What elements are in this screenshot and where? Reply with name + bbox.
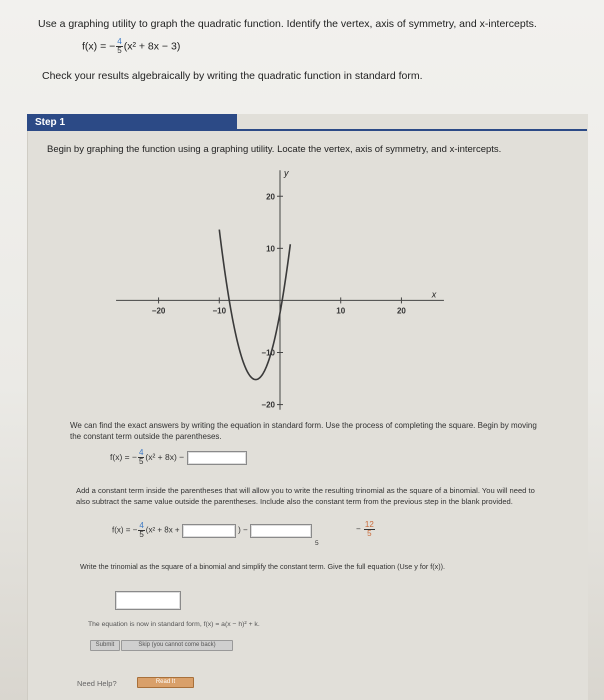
section1-fraction-den: 5 — [138, 457, 144, 466]
step-label: Step 1 — [27, 114, 237, 131]
section2-tail — [356, 521, 376, 538]
y-tick-label: 10 — [266, 244, 275, 254]
x-tick-label: −10 — [212, 306, 227, 316]
section2-text: Add a constant term inside the parentheses that will allow you to write the resulting trinomial as the square of a binomial. You will need to also subtract the same value outside the parentheses. Include also the constant term from the previous step in the blank provided. — [76, 486, 535, 506]
submit-button[interactable]: Submit — [90, 640, 120, 651]
section2-equation — [112, 522, 312, 539]
section2-minus: − — [356, 524, 361, 534]
skip-button[interactable]: Skip (you cannot come back) — [121, 640, 233, 651]
section2-under-box: 5 — [315, 540, 319, 547]
x-axis-label: x — [431, 289, 437, 300]
section2-eq-prefix: f(x) = − — [112, 525, 138, 535]
step-divider — [237, 129, 587, 131]
x-tick-label: −20 — [151, 306, 166, 316]
section2-fraction — [138, 522, 144, 539]
section1-text: We can find the exact answers by writing the equation in standard form. Use the process of completing the square. Begin by moving the constant term outside the parentheses. — [70, 421, 537, 441]
standard-form-formula: f(x) = a(x − h)² + k. — [203, 621, 260, 628]
function-rest: (x² + 8x − 3) — [123, 40, 181, 53]
y-tick-label: 20 — [266, 192, 275, 202]
standard-form-note — [88, 619, 260, 630]
parabola-graph — [110, 165, 450, 415]
section1-eq-prefix: f(x) = − — [110, 451, 137, 462]
constant-answer-input[interactable] — [187, 451, 247, 465]
subtracted-value-input[interactable] — [250, 524, 312, 538]
section1-eq-rest: (x² + 8x) − — [145, 451, 185, 462]
y-tick-label: −20 — [261, 400, 275, 410]
function-fraction — [116, 38, 122, 55]
section1-fraction-num: 4 — [138, 448, 144, 457]
problem-check: Check your results algebraically by writing the quadratic function in standard form. — [42, 70, 423, 82]
function-fraction-num: 4 — [117, 37, 122, 46]
function-prefix: f(x) = − — [82, 40, 116, 53]
read-it-button[interactable]: Read It — [137, 677, 194, 688]
section2-fraction-num: 4 — [139, 521, 144, 530]
step-intro: Begin by graphing the function using a graphing utility. Locate the vertex, axis of symmetry, and x-intercepts. — [47, 144, 502, 155]
x-tick-label: 10 — [336, 306, 346, 316]
problem-instruction: Use a graphing utility to graph the quadratic function. Identify the vertex, axis of symmetry, and x-intercepts. — [38, 18, 537, 30]
section2-fraction2-num: 12 — [364, 520, 374, 529]
section2-eq-inner: (x² + 8x + — [145, 525, 180, 535]
standard-form-input[interactable] — [115, 591, 181, 610]
section3-text: Write the trinomial as the square of a binomial and simplify the constant term. Give the full equation (Use y for f(x)). — [80, 562, 445, 571]
x-tick-label: 20 — [396, 306, 406, 316]
section2-close-paren: ) − — [238, 525, 248, 535]
section2-fraction2-den: 5 — [367, 529, 372, 538]
y-axis-label: y — [284, 168, 289, 179]
need-help-label: Need Help? — [77, 679, 117, 688]
section2-fraction2 — [364, 521, 375, 538]
standard-form-text: The equation is now in standard form, — [88, 621, 202, 628]
section1-fraction — [138, 449, 144, 466]
section2-fraction-den: 5 — [139, 530, 144, 539]
completing-square-input[interactable] — [182, 524, 236, 538]
section1-equation — [110, 449, 247, 466]
function-fraction-den: 5 — [117, 46, 122, 55]
problem-function — [82, 38, 180, 55]
y-tick-label: −10 — [261, 348, 275, 358]
